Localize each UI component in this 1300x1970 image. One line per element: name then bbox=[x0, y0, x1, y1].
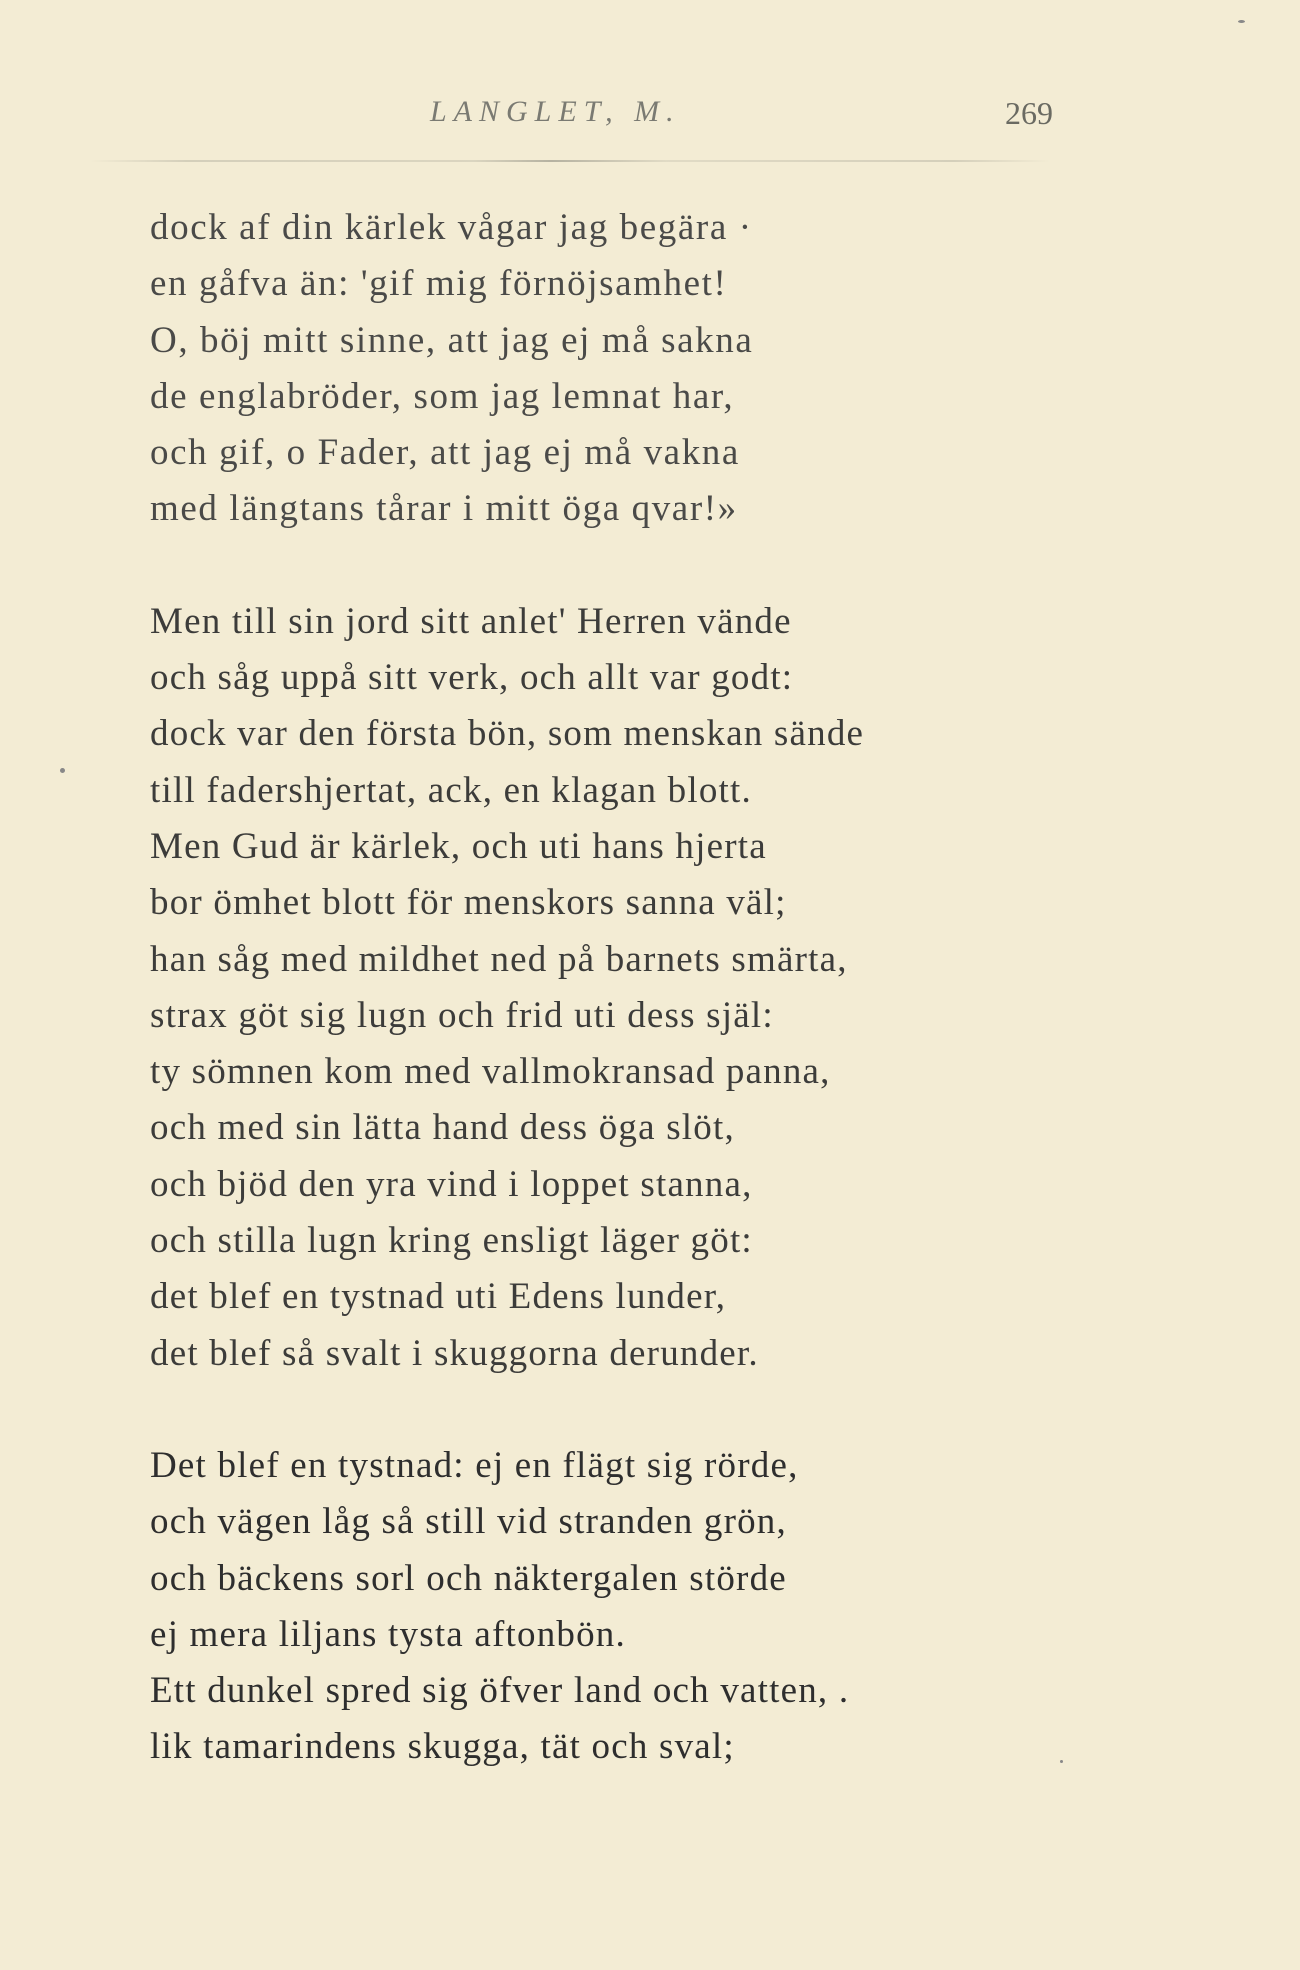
stanza bbox=[150, 1438, 1150, 1776]
verse-line: och bjöd den yra vind i loppet stanna, bbox=[150, 1163, 753, 1205]
verse-line: O, böj mitt sinne, att jag ej må sakna bbox=[150, 319, 754, 361]
verse-line: till fadershjertat, ack, en klagan blott. bbox=[150, 769, 752, 811]
verse-line: en gåfva än: 'gif mig förnöjsamhet! bbox=[150, 263, 728, 305]
stanza-break bbox=[150, 538, 1150, 594]
verse-line: han såg med mildhet ned på barnets smärta, bbox=[150, 938, 848, 980]
verse-line: bor ömhet blott för menskors sanna väl; bbox=[150, 882, 787, 924]
verse-line: Men till sin jord sitt anlet' Herren vände bbox=[150, 600, 792, 642]
paper-speck bbox=[1060, 1760, 1063, 1763]
verse-line: Men Gud är kärlek, och uti hans hjerta bbox=[150, 825, 767, 867]
poem-body bbox=[150, 200, 1150, 1776]
verse-line: Det blef en tystnad: ej en flägt sig rörde, bbox=[150, 1444, 799, 1486]
verse-line: och gif, o Fader, att jag ej må vakna bbox=[150, 432, 740, 474]
paper-speck bbox=[60, 768, 65, 773]
page-number: 269 bbox=[1005, 95, 1053, 131]
paper-speck bbox=[1238, 20, 1245, 23]
verse-line: och vägen låg så still vid stranden grön, bbox=[150, 1501, 787, 1543]
verse-line: dock var den första bön, som menskan sände bbox=[150, 713, 865, 755]
verse-line: och såg uppå sitt verk, och allt var godt: bbox=[150, 657, 794, 699]
stanza bbox=[150, 200, 1150, 538]
verse-line: ej mera liljans tysta aftonbön. bbox=[150, 1613, 626, 1655]
verse-line: med längtans tårar i mitt öga qvar!» bbox=[150, 488, 738, 530]
stanza bbox=[150, 594, 1150, 1382]
verse-line: ty sömnen kom med vallmokransad panna, bbox=[150, 1051, 831, 1093]
verse-line: strax göt sig lugn och frid uti dess själ: bbox=[150, 994, 774, 1036]
verse-line: lik tamarindens skugga, tät och sval; bbox=[150, 1726, 735, 1768]
verse-line: och stilla lugn kring ensligt läger göt: bbox=[150, 1220, 753, 1262]
verse-line: de englabröder, som jag lemnat har, bbox=[150, 375, 735, 417]
header-rule bbox=[90, 160, 1050, 162]
verse-line: det blef så svalt i skuggorna derunder. bbox=[150, 1332, 759, 1374]
stanza-break bbox=[150, 1382, 1150, 1438]
page-header bbox=[0, 95, 1300, 135]
verse-line: dock af din kärlek vågar jag begära · bbox=[150, 207, 753, 248]
verse-line: det blef en tystnad uti Edens lunder, bbox=[150, 1276, 727, 1318]
verse-line: Ett dunkel spred sig öfver land och vatten, . bbox=[150, 1670, 850, 1712]
running-head: LANGLET, M. bbox=[430, 95, 681, 128]
verse-line: och bäckens sorl och näktergalen störde bbox=[150, 1557, 787, 1599]
verse-line: och med sin lätta hand dess öga slöt, bbox=[150, 1107, 735, 1149]
